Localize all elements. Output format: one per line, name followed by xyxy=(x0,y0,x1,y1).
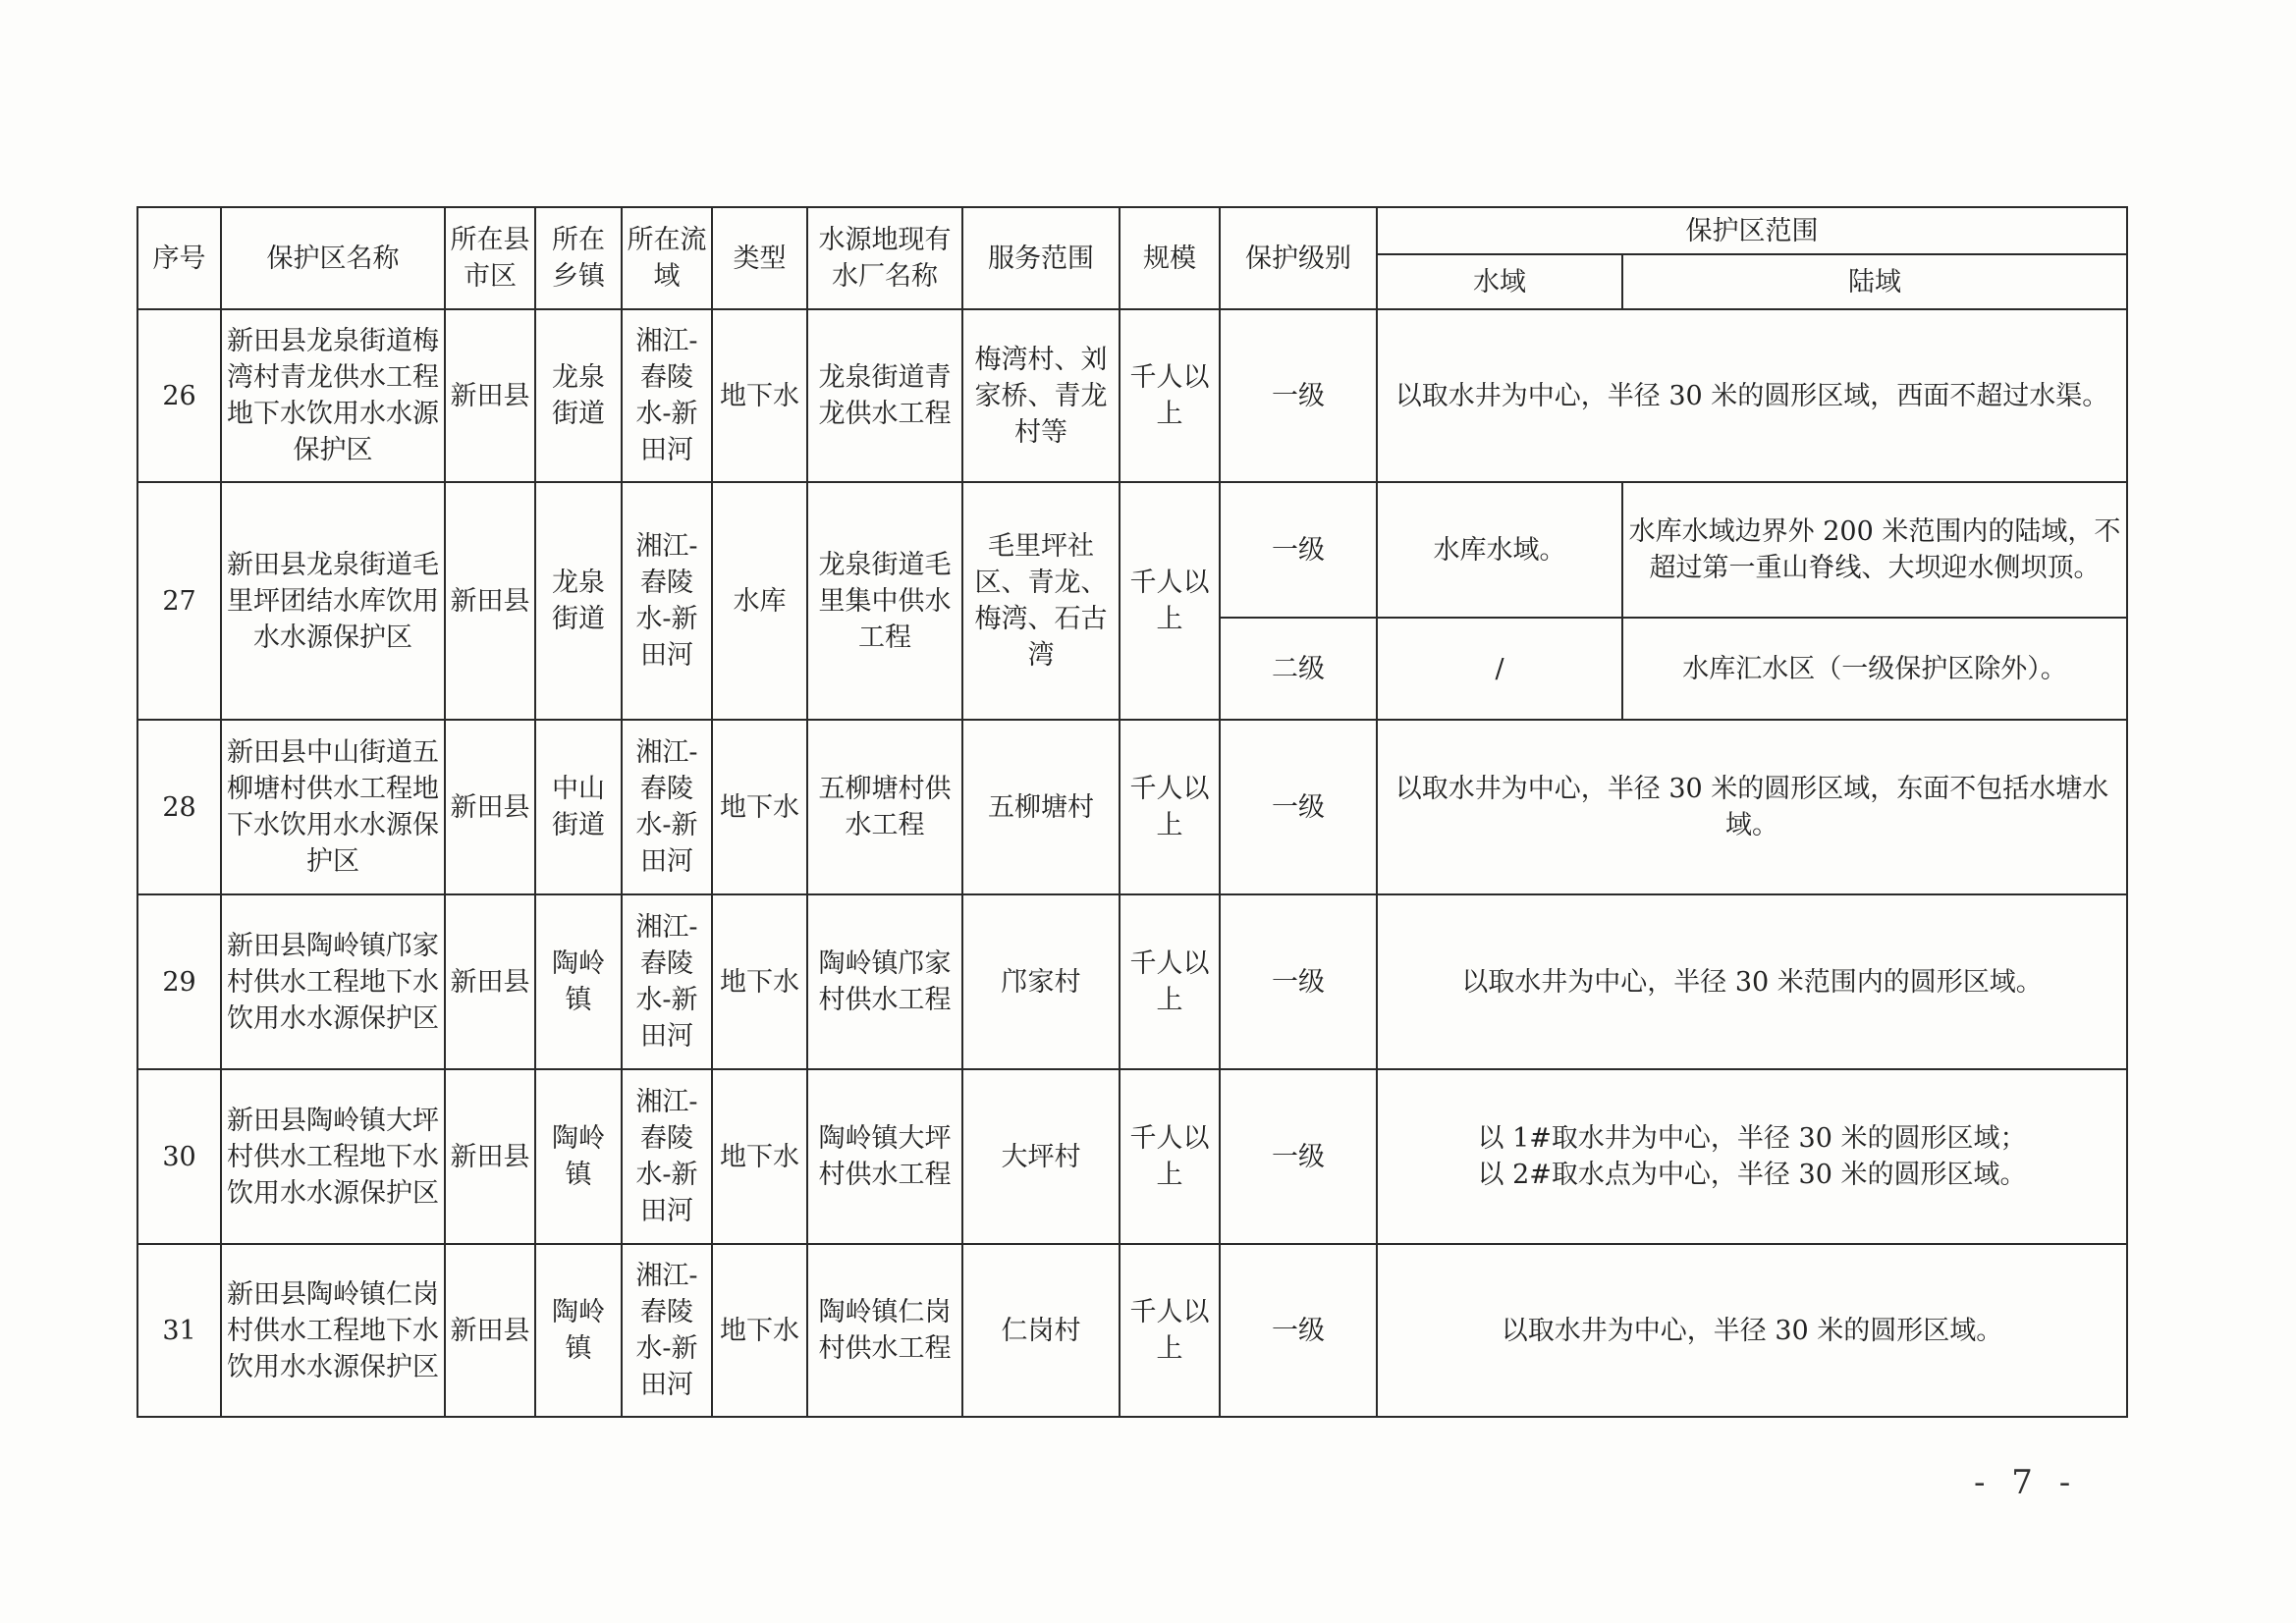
cell-county: 新田县 xyxy=(445,720,535,894)
cell-name: 新田县龙泉街道梅湾村青龙供水工程地下水饮用水水源保护区 xyxy=(221,309,445,482)
table-row xyxy=(137,482,2127,618)
cell-scope: 以取水井为中心，半径 30 米的圆形区域。 xyxy=(1377,1244,2127,1417)
cell-town: 陶岭镇 xyxy=(535,1069,622,1244)
cell-scope: 以取水井为中心，半径 30 米的圆形区域，东面不包括水塘水域。 xyxy=(1377,720,2127,894)
cell-level: 一级 xyxy=(1220,482,1377,618)
cell-town: 陶岭镇 xyxy=(535,1244,622,1417)
header-name: 保护区名称 xyxy=(221,207,445,309)
cell-county: 新田县 xyxy=(445,1069,535,1244)
cell-level: 一级 xyxy=(1220,1244,1377,1417)
cell-basin: 湘江-舂陵水-新田河 xyxy=(622,894,712,1069)
header-county: 所在县市区 xyxy=(445,207,535,309)
header-land: 陆域 xyxy=(1622,254,2127,309)
cell-service: 梅湾村、刘家桥、青龙村等 xyxy=(962,309,1120,482)
cell-water: 水库水域。 xyxy=(1377,482,1622,618)
scope-line-1: 以 1#取水井为中心，半径 30 米的圆形区域； xyxy=(1477,1123,2027,1154)
page-number: - 7 - xyxy=(1974,1463,2079,1502)
cell-town: 龙泉街道 xyxy=(535,482,622,720)
table-row xyxy=(137,309,2127,482)
header-water: 水域 xyxy=(1377,254,1622,309)
cell-scale: 千人以上 xyxy=(1120,482,1220,720)
header-type: 类型 xyxy=(712,207,807,309)
cell-scale: 千人以上 xyxy=(1120,1069,1220,1244)
cell-level: 一级 xyxy=(1220,720,1377,894)
cell-type: 地下水 xyxy=(712,309,807,482)
header-level: 保护级别 xyxy=(1220,207,1377,309)
cell-service: 仁岗村 xyxy=(962,1244,1120,1417)
cell-scope: 以取水井为中心，半径 30 米的圆形区域，西面不超过水渠。 xyxy=(1377,309,2127,482)
cell-town: 龙泉街道 xyxy=(535,309,622,482)
cell-seq: 26 xyxy=(137,309,221,482)
cell-basin: 湘江-舂陵水-新田河 xyxy=(622,309,712,482)
header-row xyxy=(137,207,2127,254)
cell-name: 新田县陶岭镇邝家村供水工程地下水饮用水水源保护区 xyxy=(221,894,445,1069)
cell-level: 一级 xyxy=(1220,894,1377,1069)
header-basin: 所在流域 xyxy=(622,207,712,309)
cell-land: 水库水域边界外 200 米范围内的陆域，不超过第一重山脊线、大坝迎水侧坝顶。 xyxy=(1622,482,2127,618)
header-seq: 序号 xyxy=(137,207,221,309)
cell-plant: 五柳塘村供水工程 xyxy=(807,720,962,894)
table-row xyxy=(137,1244,2127,1417)
cell-plant: 陶岭镇仁岗村供水工程 xyxy=(807,1244,962,1417)
cell-basin: 湘江-舂陵水-新田河 xyxy=(622,1244,712,1417)
cell-service: 五柳塘村 xyxy=(962,720,1120,894)
cell-seq: 29 xyxy=(137,894,221,1069)
cell-type: 水库 xyxy=(712,482,807,720)
cell-level: 一级 xyxy=(1220,1069,1377,1244)
cell-name: 新田县陶岭镇大坪村供水工程地下水饮用水水源保护区 xyxy=(221,1069,445,1244)
cell-county: 新田县 xyxy=(445,309,535,482)
cell-water: / xyxy=(1377,618,1622,720)
cell-county: 新田县 xyxy=(445,1244,535,1417)
cell-basin: 湘江-舂陵水-新田河 xyxy=(622,1069,712,1244)
cell-scale: 千人以上 xyxy=(1120,894,1220,1069)
cell-scale: 千人以上 xyxy=(1120,309,1220,482)
cell-type: 地下水 xyxy=(712,1244,807,1417)
header-town: 所在乡镇 xyxy=(535,207,622,309)
cell-county: 新田县 xyxy=(445,894,535,1069)
cell-seq: 28 xyxy=(137,720,221,894)
table-row xyxy=(137,1069,2127,1244)
cell-seq: 30 xyxy=(137,1069,221,1244)
cell-type: 地下水 xyxy=(712,1069,807,1244)
cell-name: 新田县龙泉街道毛里坪团结水库饮用水水源保护区 xyxy=(221,482,445,720)
cell-land: 水库汇水区（一级保护区除外）。 xyxy=(1622,618,2127,720)
header-service: 服务范围 xyxy=(962,207,1120,309)
table-row xyxy=(137,894,2127,1069)
cell-service: 大坪村 xyxy=(962,1069,1120,1244)
cell-seq: 27 xyxy=(137,482,221,720)
cell-scope xyxy=(1377,1069,2127,1244)
cell-level: 二级 xyxy=(1220,618,1377,720)
cell-scale: 千人以上 xyxy=(1120,1244,1220,1417)
header-scale: 规模 xyxy=(1120,207,1220,309)
cell-town: 陶岭镇 xyxy=(535,894,622,1069)
cell-scale: 千人以上 xyxy=(1120,720,1220,894)
cell-name: 新田县陶岭镇仁岗村供水工程地下水饮用水水源保护区 xyxy=(221,1244,445,1417)
cell-level: 一级 xyxy=(1220,309,1377,482)
cell-plant: 龙泉街道毛里集中供水工程 xyxy=(807,482,962,720)
cell-basin: 湘江-舂陵水-新田河 xyxy=(622,482,712,720)
cell-plant: 陶岭镇邝家村供水工程 xyxy=(807,894,962,1069)
cell-scope: 以取水井为中心，半径 30 米范围内的圆形区域。 xyxy=(1377,894,2127,1069)
cell-service: 毛里坪社区、青龙、梅湾、石古湾 xyxy=(962,482,1120,720)
cell-seq: 31 xyxy=(137,1244,221,1417)
cell-plant: 龙泉街道青龙供水工程 xyxy=(807,309,962,482)
protection-zone-table xyxy=(137,206,2128,1418)
header-scope: 保护区范围 xyxy=(1377,207,2127,254)
cell-type: 地下水 xyxy=(712,720,807,894)
scope-line-2: 以 2#取水点为中心，半径 30 米的圆形区域。 xyxy=(1477,1160,2027,1190)
cell-basin: 湘江-舂陵水-新田河 xyxy=(622,720,712,894)
cell-type: 地下水 xyxy=(712,894,807,1069)
header-plant: 水源地现有水厂名称 xyxy=(807,207,962,309)
cell-county: 新田县 xyxy=(445,482,535,720)
cell-service: 邝家村 xyxy=(962,894,1120,1069)
cell-town: 中山街道 xyxy=(535,720,622,894)
cell-plant: 陶岭镇大坪村供水工程 xyxy=(807,1069,962,1244)
cell-name: 新田县中山街道五柳塘村供水工程地下水饮用水水源保护区 xyxy=(221,720,445,894)
table-row xyxy=(137,720,2127,894)
